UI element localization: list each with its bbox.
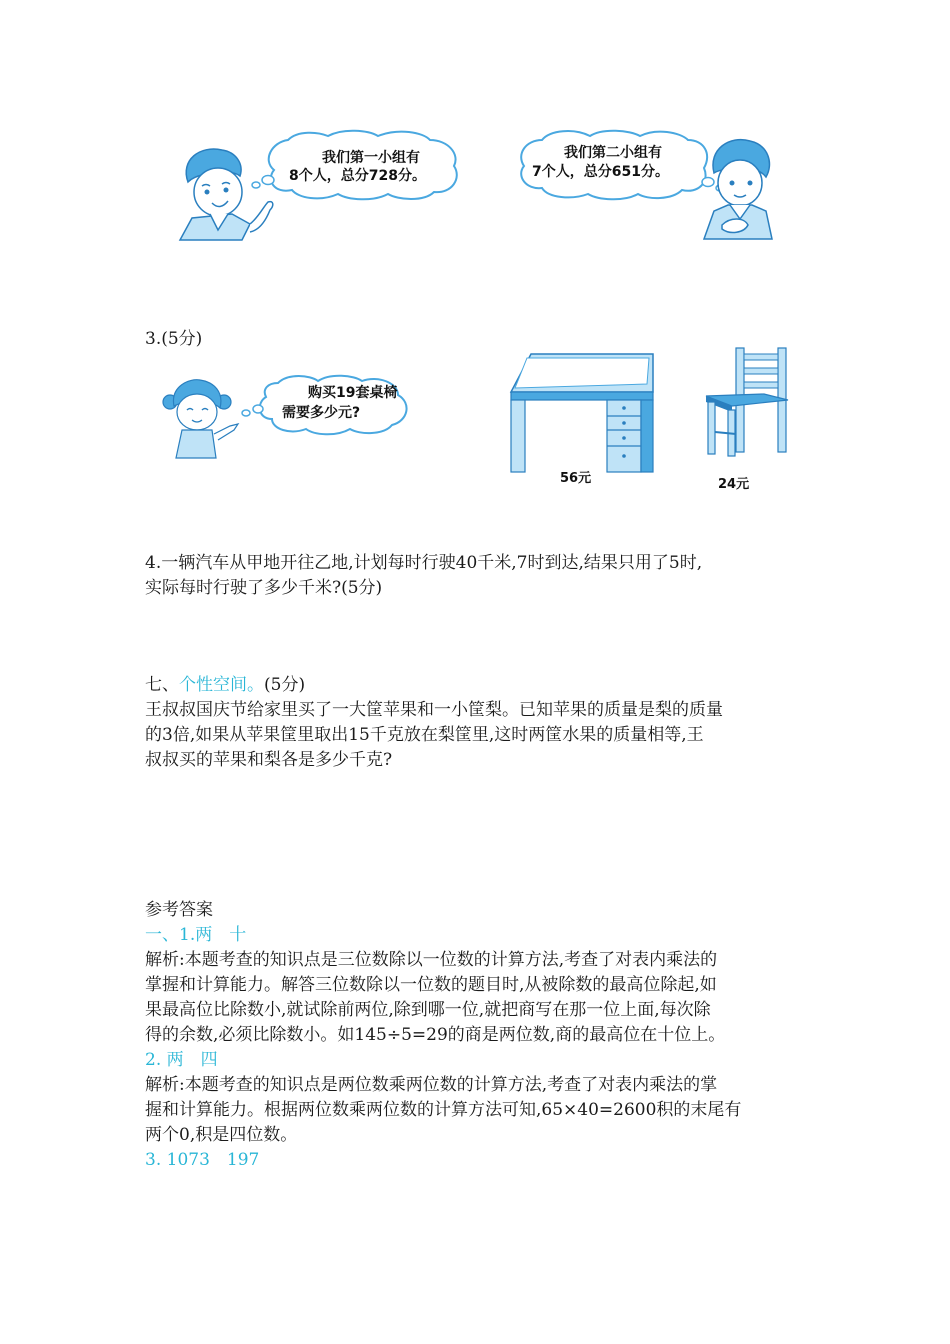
boy-right-illustration	[700, 133, 780, 243]
answer-1: 一、1.两 十	[145, 925, 247, 945]
q3-label: 3.(5分)	[145, 329, 203, 349]
section7-line2: 的3倍,如果从苹果筐里取出15千克放在梨筐里,这时两筐水果的质量相等,王	[145, 725, 704, 745]
q4-line1: 4.一辆汽车从甲地开往乙地,计划每时行驶40千米,7时到达,结果只用了5时,	[145, 553, 703, 573]
section7-line1: 王叔叔国庆节给家里买了一大筐苹果和一小筐梨。已知苹果的质量是梨的质量	[145, 700, 723, 720]
section7-line3: 叔叔买的苹果和梨各是多少千克?	[145, 750, 393, 770]
answer-2-analysis-line3: 两个0,积是四位数。	[145, 1125, 298, 1145]
bubble-left-line1: 我们第一小组有	[322, 150, 420, 166]
q4-line2: 实际每时行驶了多少千米?(5分)	[145, 578, 383, 598]
bubble-q3-line2: 需要多少元?	[282, 405, 361, 421]
bubble-right-line2: 7个人，总分651分。	[532, 164, 669, 180]
section7-title: 个性空间。	[179, 675, 264, 695]
bubble-left-line2: 8个人，总分728分。	[289, 168, 426, 184]
answers-heading: 参考答案	[145, 900, 213, 920]
answer-2: 2. 两 四	[145, 1050, 218, 1070]
answer-1-analysis-line4: 得的余数,必须比除数小。如145÷5=29的商是两位数,商的最高位在十位上。	[145, 1025, 726, 1045]
section7-score: (5分)	[264, 675, 306, 695]
bubble-right-line1: 我们第二小组有	[564, 145, 662, 161]
bubble-q3-line1: 购买19套桌椅	[308, 385, 398, 401]
girl-illustration	[160, 378, 240, 460]
answer-1-analysis-line1: 解析:本题考查的知识点是三位数除以一位数的计算方法,考查了对表内乘法的	[145, 950, 718, 970]
answer-1-analysis-line3: 果最高位比除数小,就试除前两位,除到哪一位,就把商写在那一位上面,每次除	[145, 1000, 711, 1020]
desk-illustration	[507, 352, 657, 474]
section7-heading	[145, 673, 305, 698]
section7-prefix: 七、	[145, 675, 179, 695]
answer-2-analysis-line2: 握和计算能力。根据两位数乘两位数的计算方法可知,65×40=2600积的末尾有	[145, 1100, 742, 1120]
answer-1-analysis-line2: 掌握和计算能力。解答三位数除以一位数的题目时,从被除数的最高位除起,如	[145, 975, 717, 995]
answer-2-analysis-line1: 解析:本题考查的知识点是两位数乘两位数的计算方法,考查了对表内乘法的掌	[145, 1075, 718, 1095]
chair-price: 24元	[718, 477, 750, 492]
chair-illustration	[702, 346, 792, 458]
answer-3: 3. 1073 197	[145, 1150, 260, 1170]
desk-price: 56元	[560, 471, 592, 486]
